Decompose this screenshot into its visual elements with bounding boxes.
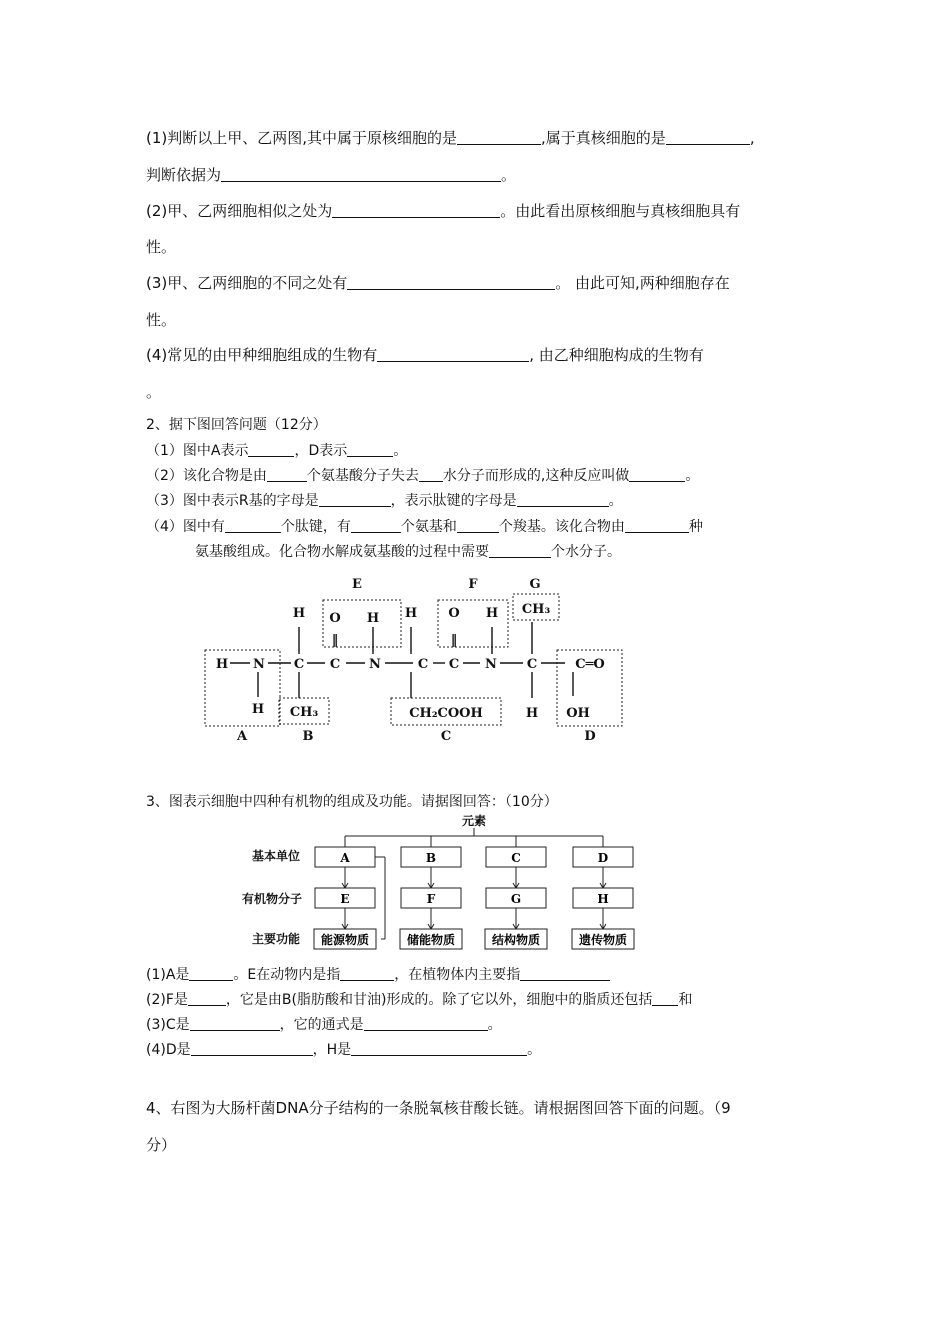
s1-q2-line1: (2)甲、乙两细胞相似之处为 。由此看出原核细胞与真核细胞具有: [146, 202, 741, 220]
molecules-label-2: G: [510, 892, 522, 906]
molecules-label-3: H: [597, 892, 609, 906]
double-bond: ‖: [331, 633, 339, 648]
s2-q1: （1）图中A表示 ，D表示 。: [146, 443, 408, 459]
atom-co: C═O: [575, 657, 605, 672]
root-label: 元素: [461, 814, 487, 828]
s3-q3: (3)C是 ，它的通式是 。: [146, 1017, 502, 1033]
atom-h: H: [485, 606, 499, 621]
s1-q3-line2: 性。: [146, 311, 177, 329]
ch3-b: CH₃: [289, 705, 319, 720]
s2-q4-line2: 氨基酸组成。化合物水解成氨基酸的过程中需要 个水分子。: [195, 544, 621, 560]
units-label-3: D: [597, 851, 609, 865]
atom-c: C: [417, 657, 429, 672]
molecules-label-1: F: [426, 892, 436, 906]
label-b: B: [302, 729, 314, 744]
s2-title: 2、据下图回答问题（12分）: [146, 417, 327, 433]
atom-c: C: [329, 657, 341, 672]
s4-line2: 分）: [146, 1136, 177, 1154]
s2-q3: （3）图中表示R基的字母是 ，表示肽键的字母是 。: [146, 493, 623, 509]
label-a: A: [236, 729, 248, 744]
atom-h: H: [292, 606, 306, 621]
atom-c: C: [448, 657, 460, 672]
atom-h: H: [404, 606, 418, 621]
atom-c: C: [293, 657, 305, 672]
functions-label-1: 储能物质: [406, 933, 456, 947]
s3-q2: (2)F是 ，它是由B(脂肪酸和甘油)形成的。除了它以外，细胞中的脂质还包括 和: [146, 992, 693, 1008]
oh-d: OH: [566, 706, 590, 721]
atom-h: H: [215, 657, 229, 672]
atom-h: H: [525, 706, 539, 721]
functions-label-3: 遗传物质: [578, 933, 628, 947]
s1-q2-line2: 性。: [146, 238, 177, 256]
functions-label-2: 结构物质: [491, 933, 541, 947]
atom-o: O: [448, 606, 460, 621]
s1-q1-line1: (1)判断以上甲、乙两图,其中属于原核细胞的是 ,属于真核细胞的是 ,: [146, 129, 755, 147]
s3-title: 3、图表示细胞中四种有机物的组成及功能。请据图回答：（10分）: [146, 794, 558, 810]
s4-line1: 4、右图为大肠杆菌DNA分子结构的一条脱氧核苷酸长链。请根据图回答下面的问题。（9: [146, 1099, 731, 1117]
ch2cooh-c: CH₂COOH: [409, 706, 483, 721]
atom-h: H: [251, 702, 265, 717]
row-label-units: 基本单位: [252, 849, 301, 863]
molecules-label-0: E: [340, 892, 350, 906]
s1-q4-line1: (4)常见的由甲种细胞组成的生物有 , 由乙种细胞构成的生物有: [146, 346, 704, 364]
units-label-2: C: [511, 851, 521, 865]
double-bond: ‖: [450, 633, 458, 648]
atom-n: N: [369, 657, 381, 672]
atom-o: O: [329, 611, 341, 626]
peptide-structure-diagram: [195, 572, 635, 747]
ch3-g: CH₃: [521, 602, 551, 617]
label-e: E: [352, 577, 362, 592]
atom-h: H: [366, 611, 380, 626]
label-f: F: [468, 577, 478, 592]
organic-compound-diagram: [240, 812, 640, 954]
label-g: G: [529, 577, 541, 592]
units-label-1: B: [425, 851, 437, 865]
s2-q4-line1: （4）图中有 个肽键，有 个氨基和 个羧基。该化合物由 种: [146, 519, 703, 535]
atom-c: C: [526, 657, 538, 672]
s1-q4-line2: 。: [146, 383, 162, 401]
atom-n: N: [485, 657, 497, 672]
atom-n: N: [253, 657, 265, 672]
s2-q2: （2）该化合物是由 个氨基酸分子失去 水分子而形成的,这种反应叫做 。: [146, 468, 700, 484]
label-c: C: [440, 729, 452, 744]
s1-q1-line2: 判断依据为 。: [146, 166, 517, 184]
units-label-0: A: [340, 851, 350, 865]
s3-q1: (1)A是 。E在动物内是指 ，在植物体内主要指: [146, 965, 810, 985]
s1-q3-line1: (3)甲、乙两细胞的不同之处有 。 由此可知,两种细胞存在: [146, 274, 730, 292]
functions-label-0: 能源物质: [320, 933, 370, 947]
s3-q4: (4)D是 ，H是 。: [146, 1042, 542, 1058]
row-label-molecules: 有机物分子: [242, 892, 303, 906]
label-d: D: [584, 729, 596, 744]
row-label-functions: 主要功能: [252, 932, 301, 946]
